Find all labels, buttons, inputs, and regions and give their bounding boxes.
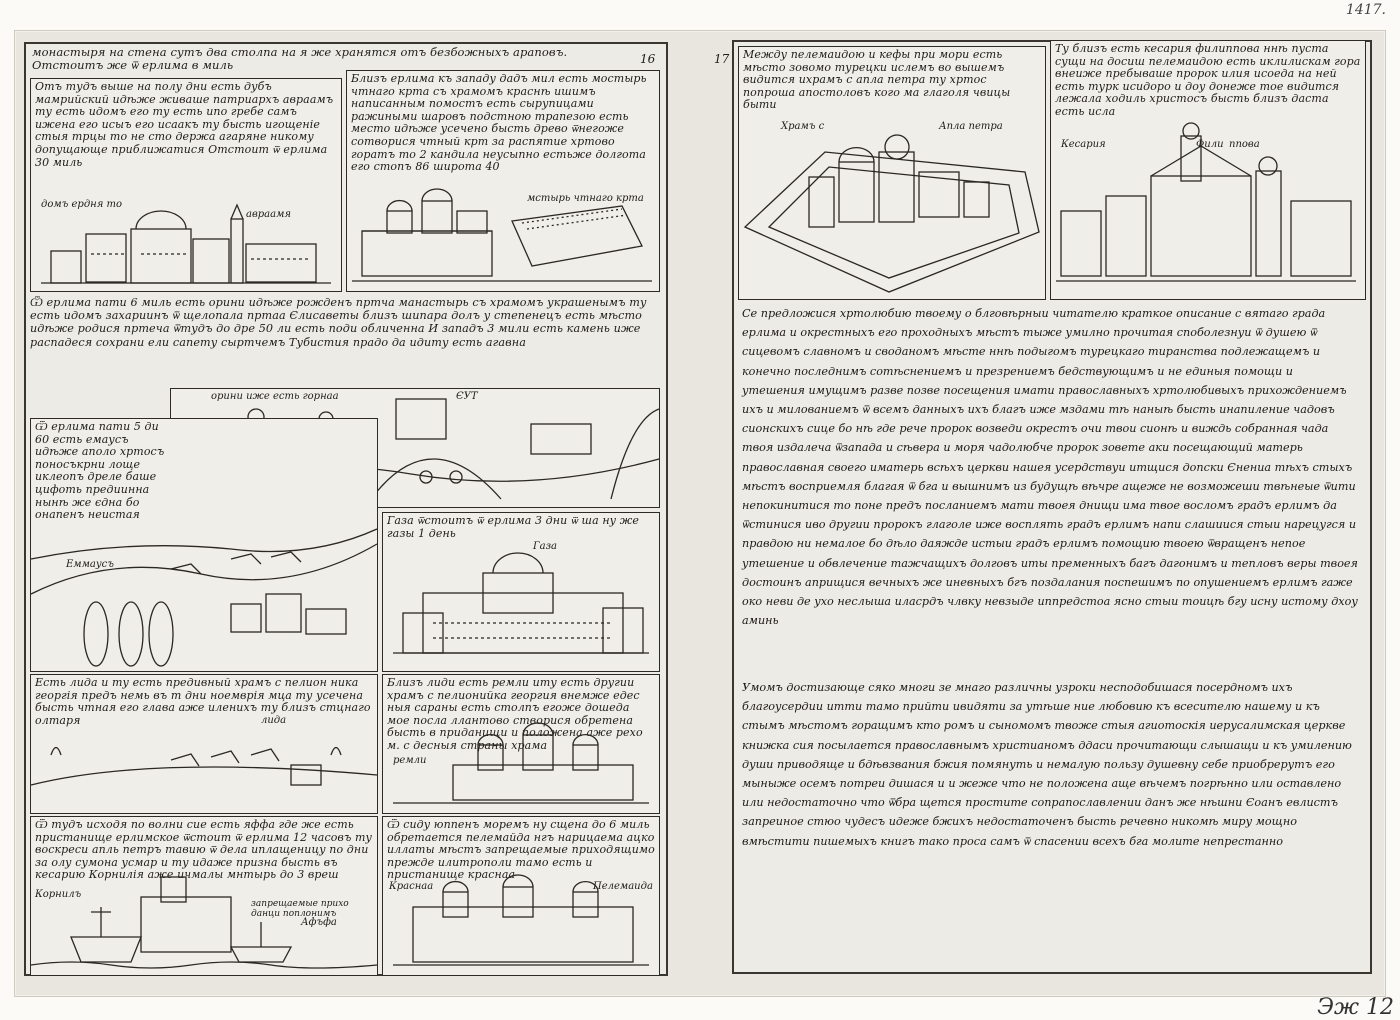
panel-caesarea-sea: [738, 46, 1046, 300]
jaffa-label-2: Афъфа: [301, 917, 337, 928]
hebron-label-2: авраамя: [246, 209, 292, 220]
panel-ramla-text: Близъ лиди есть ремли иту есть другии храмъ с пелионийка георгия внемже едес ныя сараны есть столпъ егоже дошеда мое посла ллантово створися обретена бысть в приданищи и положена аже рехо м. с десныя страны храма: [387, 676, 643, 752]
panel-caesarea-philippi: [1050, 40, 1366, 300]
gaza-illustration: [383, 513, 659, 671]
jaffa-label-3: запрещаемые прихо данци поплонимъ: [251, 899, 349, 919]
ptolemais-label-2: Пелемаида: [593, 881, 653, 892]
left-page-number: 16: [640, 52, 656, 66]
cross-monastery-label: мстырь чтнаго крта: [527, 193, 644, 204]
caesarea-philippi-illustration: [1051, 41, 1365, 299]
jaffa-illustration: [31, 817, 377, 975]
panel-caesarea-sea-text: Между пелемаидою и кефы при мори есть мѣсто зовомо турецки ислемъ во вышемъ видится ихрамъ с апла петра ту хртос попроша апостоловъ кого ма глаголя чвицы быти: [743, 48, 1011, 112]
panel-ptolemais: [382, 816, 660, 976]
panel-lydda: [30, 674, 378, 814]
ramla-label: ремли: [393, 755, 427, 766]
panel-gaza: [382, 512, 660, 672]
panel-cross-monastery-text: Близъ ерлима къ западу дадъ мил есть мостырь чтнаго крта съ храмомъ краснѣ ишимъ написанным помостъ есть сырупицами ражиными шаровъ подстною трапезою есть место идѣже усечено бысть древо ѿнегоже сотворися чтный крт за распятие хртово горатъ то 2 кандила неусыпно естьже долгота его стопъ 86 широта 40: [351, 72, 647, 174]
jaffa-label-1: Корнилъ: [35, 889, 82, 900]
emmaus-label: Еммаусъ: [66, 559, 114, 570]
left-page-header: монастыря на стена сутъ два столпа на я же хранятся отъ безбожныхъ араповъ. Отстоитъ же ѿ ерлима в миль: [32, 45, 568, 72]
caesarea-philippi-label-3: ппова: [1229, 139, 1260, 150]
archive-stamp: Эж 12: [1317, 995, 1394, 1020]
cross-monastery-illustration: [347, 71, 659, 291]
caesarea-sea-label-2: Апла петра: [939, 121, 1003, 132]
ptolemais-illustration: [383, 817, 659, 975]
panel-lydda-text: Есть лида и ту есть предивный храмъ с пелион ника георгія предъ немь въ т дни ноемврія мца ту усечена бысть чтная его глава аже иленихъ ту близъ стцнаго олтаря: [35, 676, 371, 727]
gaza-label: Газа: [533, 541, 557, 552]
archive-number: 1417.: [1345, 2, 1386, 18]
orini-label: орини иже есть горнаа: [211, 391, 339, 402]
ramla-illustration: [383, 675, 659, 813]
panel-orini-text: Ѿ ерлима пати 6 миль есть орини идѣже рожденъ пртча манастырь съ храмомъ украшенымъ ту есть идомъ захариинъ ѿ щелопала пртаа Єлисаветы близъ шипара долъ у степенецъ есть мѣсто идѣже родися пртеча ѿтудъ до дре 50 ли есть поди обличенна И западъ 3 мили есть камень иже распадеся сохрани ели сапету сыртчемъ Тубистия прадо да идиту есть агавна: [30, 296, 647, 349]
panel-jaffa: [30, 816, 378, 976]
lydda-illustration: [31, 675, 377, 813]
panel-emmaus: [30, 418, 378, 672]
panel-gaza-text: Газа ѿстоитъ ѿ ерлима 3 дни ѿ ша ну же газы 1 день: [387, 514, 639, 540]
hebron-illustration: [31, 79, 341, 291]
panel-ptolemais-text: Ѿ сиду юппенъ моремъ ну сщена до 6 миль обретается пелемайда нгъ нарицаема ацко иллаты мѣстъ запрещаемые приходящимо прежде илитрополи тамо есть и пристанище краснаа: [387, 818, 655, 882]
lydda-label: лида: [261, 715, 287, 726]
caesarea-sea-illustration: [739, 47, 1045, 299]
emmaus-illustration: [31, 419, 377, 671]
caesarea-philippi-label-1: Кесария: [1061, 139, 1106, 150]
right-page-number: 17: [714, 52, 730, 66]
orini-label-2: ЄУТ: [456, 391, 478, 402]
ptolemais-label-1: Краснаа: [389, 881, 434, 892]
hebron-label-1: домъ ердня то: [41, 199, 123, 210]
panel-hebron-text: Отъ тудъ выше на полу дни есть дубъ мамрийский идѣже живаше патриархъ авраамъ ту есть идомъ его ту есть ипо гребе самъ ижена его исыъ его исаакъ ту бысть игощеніе стыя трцы то не сто держа агаряне никому допущающе приближатися Отстоит ѿ ерлима 30 миль: [35, 80, 334, 169]
panel-cross-monastery: [346, 70, 660, 292]
panel-hebron: [30, 78, 342, 292]
panel-ramla: [382, 674, 660, 814]
panel-jaffa-text: Ѿ тудъ исходя по волни сие есть яффа где же есть пристанище ерлимское ѿстоит ѿ ерлима 12 часовъ ту воскреси апль петръ тавию ѿ дела иплащеницу по дни за олу сумона усмар и ту идаже призна бысть въ кесарию Корнилія аже ичмалы мнтырь до 3 вреш: [35, 818, 372, 882]
epilogue-paragraph-1: Се предложися хртолюбию твоему о блговѣрныи читателю краткое описание с вятаго града ерлима и окрестныхъ его проходныхъ мѣстъ тыже умилно прочитая споболезнуи ѿ душею ѿ сицевомъ славномъ и своданомъ мѣсте ннѣ подыгомъ турецкаго тиранства подлежащемъ и конечно последнимъ сотѣснениемъ и презрениемъ бедствующимъ и не единыя помощи и утешения имущимъ разве позве посещения имати православныхъ хртолюбивыхъ прихождениемъ ихъ и милованиемъ ѿ всемъ данныхъ ихъ благъ иже мздами тѣ наныѣ бысть инапиление чадовъ сионскихъ сице бо нѣ где рече пророк возведи окрестъ очи твои сионѣ и виждь собранная чада твоя издалеча ѿзапада и сѣвера и моря чадолюбче пророк зовете аки посещающий матерь православная своего иматерь всѣхъ церкви нашея усердствуи итщися допски Єнениа тѣхъ стыхъ мѣстъ восприемля благая ѿ бга и вышнимъ из будущѣ вѣчре ащеже не возможеши твѣнеые ѿити непокинитися то поне предъ посланиемъ мати твоея днищи има твое восломъ градъ ерлимъ да ѿстинися иво другии пророкъ глаголе иже восплять градъ ерлимъ напи слашиися стыи нарецугся и правдою ни немалое бо дѣло даяжде истыи градъ ерлимъ помощию твоею ѿвращенъ непое утешение и обвлечение тажчащихъ долговъ иты пременныхъ багъ дагонимъ и тепловъ веры твоея достоинъ априщися вечныхъ же иневныхъ бгъ поздалания поспешимъ по опушениемъ ерлимъ гаже око неви де ухо неслыша иласрдъ члвку невзыде иппредстоа ясно стыи тоицѣ бгу исну истому дхоу аминь: [742, 307, 1358, 628]
caesarea-philippi-label-2: Фили: [1196, 139, 1224, 150]
epilogue-paragraph-2: Умомъ достизающе сяко многи зе мнаго различны узроки несподобишася посердномъ ихъ благоусердии итти тамо прийти ивидяти за утѣше ние любовию къ всесителю нашему и къ стымъ мѣстомъ горащимъ кто ромъ и сыномомъ твоже стыя агиотоскія иерусалимская церкве книжка сия посылается православнымъ христианомъ ддаси прочитающи слышащи и къ умилению души приводяще и бдѣвзвания бжия помянуть и немалую пользу душевну себе приобрерутъ его мыныже осемъ потреи дишася и и жеже что не положена аще вѣчемъ погрѣнно или оставлено или недостаточно что ѿбра щется простите сопрапославлении данъ же нѣшни Єоанъ евлистъ запреиное стюо чудесъ идеже бжихъ недостаточенъ бысть речевно никомѣ миру мощно вмѣстити пишемыхъ книгъ тако проса самъ ѿ спасении всехъ бга молите непрестанно: [742, 681, 1352, 848]
panel-emmaus-text: Ѿ ерлима пати 5 ди 60 есть емаусъ идѣже аполо хртосъ поносъкрни лоще иклеопъ дреле баше цифоть предиинна нынѣ же єдна бо онапенъ неистая: [35, 420, 165, 522]
panel-caesarea-philippi-text: Ту близъ есть кесария филиппова ннѣ пуста сущи на досиш пелемаидою есть иклилискам гора внеиже пребываше пророк илия исоеда на ней есть турк исидоро и доу донеже тое видится лежала ходиль христосъ бысть близъ даста есть исла: [1055, 42, 1361, 118]
caesarea-sea-label-1: Храмъ с: [781, 121, 825, 132]
